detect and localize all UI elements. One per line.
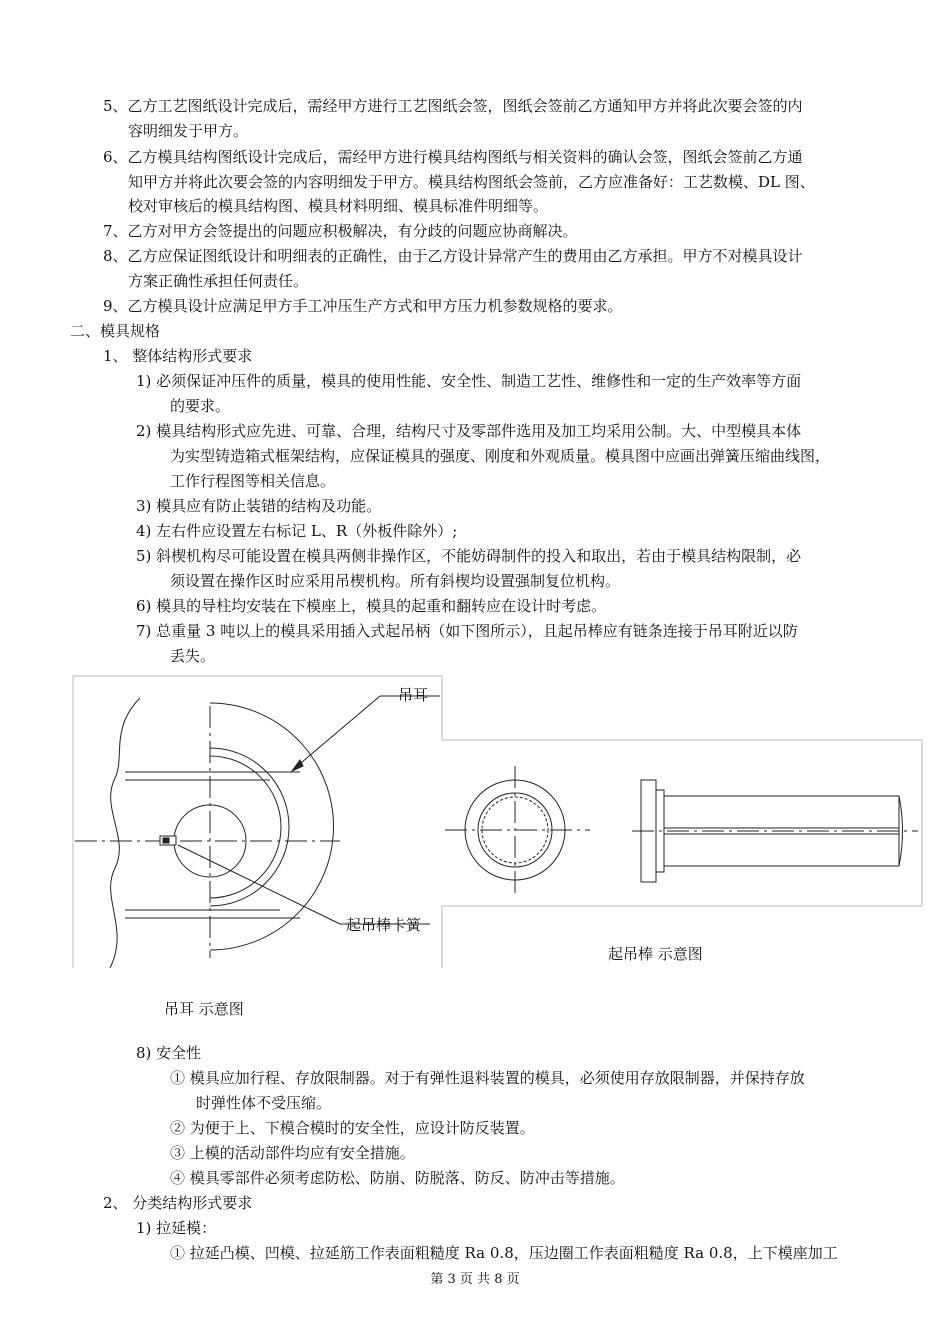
text-line-32: ① 拉延凸模、凹模、拉延筋工作表面粗糙度 Ra 0.8，压边圈工作表面粗糙度 Ra 0.8，上下模座加工 xyxy=(170,1244,838,1262)
caption-lug: 吊耳 示意图 xyxy=(164,1000,244,1018)
text-line-17: 3) 模具应有防止装错的结构及功能。 xyxy=(136,497,382,515)
text-line-4: 知甲方并将此次要会签的内容明细发于甲方。模具结构图纸会签前，乙方应准备好：工艺数模、DL 图、 xyxy=(128,173,815,191)
text-line-16: 工作行程图等相关信息。 xyxy=(170,472,336,490)
text-line-22: 7) 总重量 3 吨以上的模具采用插入式起吊柄（如下图所示），且起吊棒应有链条连接于吊耳附近以防 xyxy=(136,622,798,640)
leader-spring xyxy=(178,845,340,924)
text-line-27: ② 为便于上、下模合模时的安全性，应设计防反装置。 xyxy=(170,1119,535,1137)
text-line-26: 时弹性体不受压缩。 xyxy=(196,1094,332,1112)
leader-lug xyxy=(295,696,380,768)
caption-rod: 起吊棒 示意图 xyxy=(608,945,703,963)
text-line-19: 5) 斜楔机构尽可能设置在模具两侧非操作区，不能妨碍制件的投入和取出，若由于模具结构限制，必 xyxy=(136,547,802,565)
lifting-figure xyxy=(0,668,950,968)
text-line-23: 丢失。 xyxy=(170,647,216,665)
text-line-12: 1) 必须保证冲压件的质量，模具的使用性能、安全性、制造工艺性、维修性和一定的生产效率等方面 xyxy=(136,372,802,390)
text-line-3: 6、乙方模具结构图纸设计完成后，需经甲方进行模具结构图纸与相关资料的确认会签，图纸会签前乙方通 xyxy=(103,148,803,166)
text-line-5: 校对审核后的模具结构图、模具材料明细、模具标准件明细等。 xyxy=(128,197,549,215)
text-line-28: ③ 上模的活动部件均应有安全措施。 xyxy=(170,1144,415,1162)
text-line-9: 9、乙方模具设计应满足甲方手工冲压生产方式和甲方压力机参数规格的要求。 xyxy=(103,297,623,315)
leader-lug-arrow xyxy=(292,760,303,771)
label-spring: 起吊棒卡簧 xyxy=(346,916,422,934)
rod-tip xyxy=(899,796,903,866)
text-line-8: 方案正确性承担任何责任。 xyxy=(128,272,309,290)
subsection-heading-1: 1、 整体结构形式要求 xyxy=(103,347,253,365)
text-line-1: 5、乙方工艺图纸设计完成后，需经甲方进行工艺图纸会签，图纸会签前乙方通知甲方并将此次要会签的内 xyxy=(103,97,803,115)
text-line-7: 8、乙方应保证图纸设计和明细表的正确性，由于乙方设计异常产生的费用由乙方承担。甲方不对模具设计 xyxy=(103,247,803,265)
text-line-21: 6) 模具的导柱均安装在下模座上，模具的起重和翻转应在设计时考虑。 xyxy=(136,597,607,615)
frame-step xyxy=(442,676,922,740)
subsection-heading-2: 2、 分类结构形式要求 xyxy=(103,1194,253,1212)
lug-inner-arc xyxy=(210,756,281,898)
text-line-31: 1) 拉延模： xyxy=(136,1219,217,1237)
text-line-25: ① 模具应加行程、存放限制器。对于有弹性退料装置的模具，必须使用存放限制器，并保持存放 xyxy=(170,1069,805,1087)
section-heading: 二、模具规格 xyxy=(70,322,161,340)
text-line-20: 须设置在操作区时应采用吊楔机构。所有斜楔均设置强制复位机构。 xyxy=(170,572,621,590)
spring-clip-core xyxy=(163,838,169,843)
label-lug: 吊耳 xyxy=(398,686,429,704)
page-footer: 第 3 页 共 8 页 xyxy=(430,1272,520,1287)
text-line-15: 为实型铸造箱式框架结构，应保证模具的强度、刚度和外观质量。模具图中应画出弹簧压缩曲线图， xyxy=(170,447,831,465)
text-line-6: 7、乙方对甲方会签提出的问题应积极解决，有分歧的问题应协商解决。 xyxy=(103,222,578,240)
lifting-drawing xyxy=(0,668,950,968)
text-line-24: 8) 安全性 xyxy=(136,1044,202,1062)
text-line-29: ④ 模具零部件必须考虑防松、防崩、防脱落、防反、防冲击等措施。 xyxy=(170,1169,625,1187)
text-line-13: 的要求。 xyxy=(170,397,231,415)
mold-outline xyxy=(110,698,140,968)
text-line-2: 容明细发于甲方。 xyxy=(128,122,249,140)
text-line-18: 4) 左右件应设置左右标记 L、R（外板件除外）; xyxy=(136,522,458,540)
lug-outer-arc xyxy=(210,703,334,950)
text-line-14: 2) 模具结构形式应先进、可靠、合理，结构尺寸及零部件选用及加工均采用公制。大、中型模具本体 xyxy=(136,422,802,440)
